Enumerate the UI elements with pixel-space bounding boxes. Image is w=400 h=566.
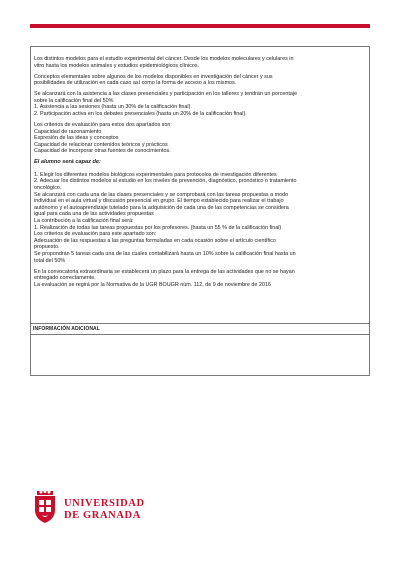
- text-line: individual en el aula virtual y discusión presencial en grupo. El tiempo establecido para realizar el trabajo: [34, 198, 284, 205]
- paragraph-models: [34, 56, 366, 69]
- text-line: sobre la calificación final del 50%: [34, 97, 114, 104]
- text-line: 2. Adecuar los distintos modelos al estudio en los niveles de prevención, diagnóstico, pronóstico o tratamiento: [34, 178, 297, 185]
- coat-of-arms-icon: [31, 488, 59, 524]
- paragraph-extraordinary: [34, 269, 366, 289]
- section-divider: [30, 334, 370, 335]
- header-red-bar: [30, 24, 370, 28]
- text-line: 1. Elegir los diferentes modelos biológicos experimentales para protocolos de investigación diferentes: [34, 171, 277, 178]
- text-line: Se alcanzará con cada una de las clases presenciales y se comprobará con las tareas propuestas a modo: [34, 191, 289, 198]
- text-line: La evaluación se regirá por la Normativa de la UGR BOUGR núm. 112, de 9 de noviembre de 2016: [34, 281, 271, 288]
- text-line: entregado correctamente.: [34, 275, 96, 282]
- text-line: 2. Participación activa en los debates presenciales (hasta un 20% de la calificación final).: [34, 110, 247, 117]
- section-divider: [30, 323, 370, 324]
- text-line: 1. Asistencia a las sesiones (hasta un 30% de la calificación final).: [34, 104, 192, 111]
- text-line: 1. Realización de todas las tareas propuestas por los profesores. (hasta un 55 % de la calificación final): [34, 224, 282, 231]
- paragraph-concepts: [34, 74, 366, 87]
- text-line: Adecuación de las respuestas a las preguntas formuladas en cada ocasión sobre el artículo científico: [34, 237, 276, 244]
- additional-info-label: INFORMACIÓN ADICIONAL: [33, 326, 100, 332]
- paragraph-attendance: [34, 91, 366, 117]
- text-line: Capacidad de incorporar otras fuentes de conocimientos.: [34, 148, 171, 155]
- text-line: vitro hasta los modelos animales y estudios epidemiológicos clínicos.: [34, 62, 200, 69]
- text-line: En la convocatoria extraordinaria se establecerá un plazo para la entrega de las actividades que no se hayan: [34, 268, 295, 275]
- text-line: Se alcanzará con la asistencia a las clases presenciales y participación en los talleres y tendrán un porcentaje: [34, 91, 298, 98]
- logo-text-line1: UNIVERSIDAD: [64, 498, 145, 509]
- logo-text-line2: DE GRANADA: [64, 510, 141, 521]
- text-line: Los criterios de evaluación para estos dos apartados son:: [34, 121, 172, 128]
- text-line: propuesto.: [34, 244, 60, 251]
- text-line: Capacidad de razonamiento: [34, 128, 102, 135]
- document-body: [34, 56, 366, 293]
- text-line: Los criterios de evaluación para este apartado son:: [34, 231, 157, 238]
- paragraph-objectives: [34, 172, 366, 264]
- text-line: Se propondrán 5 tareas cada una de las cuales contabilizará hasta un 10% sobre la calificación final hasta un: [34, 251, 296, 257]
- text-line: posibilidades de utilización en cada caso así como la forma de acceso a los mismos.: [34, 80, 237, 87]
- text-line: autónomo y el autoaprendizaje tutelado para la adquisición de cada una de las competencias se considera: [34, 204, 289, 211]
- text-line: oncológico.: [34, 185, 62, 192]
- text-line: total del 50%: [34, 257, 66, 264]
- text-line: igual para cada una de las actividades propuestas: [34, 211, 154, 218]
- text-line: Conceptos elementales sobre algunos de los modelos disponibles en investigación del cáncer y sus: [34, 73, 273, 80]
- text-line: Expresión de las ideas y conceptos: [34, 135, 119, 142]
- text-line: Los distintos modelos para el estudio experimental del cáncer. Desde los modelos moleculares y celulares in: [34, 56, 294, 62]
- university-logo: [31, 488, 191, 528]
- text-line: Capacidad de relacionar contenidos teóricos y prácticos: [34, 141, 168, 148]
- paragraph-criteria: [34, 122, 366, 155]
- section-heading: El alumno será capaz de:: [34, 159, 101, 166]
- text-line: La contribución a la calificación final será:: [34, 218, 134, 225]
